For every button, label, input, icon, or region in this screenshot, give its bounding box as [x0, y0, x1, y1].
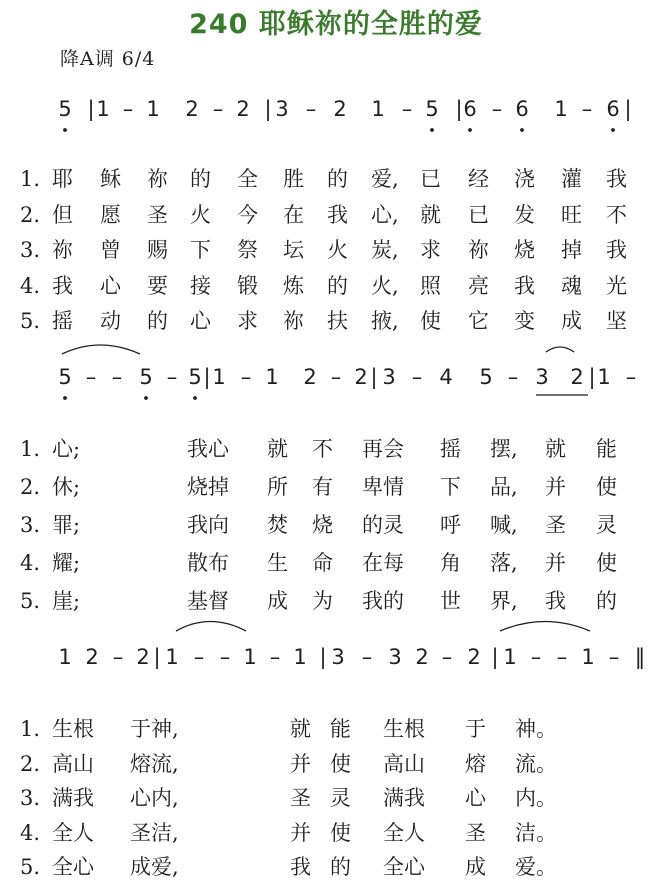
note-1-13: 1	[371, 97, 385, 121]
lyric-syllable: 圣洁,	[130, 820, 179, 845]
note-3-20: 1	[503, 645, 517, 669]
lyric-syllable: 祢	[147, 167, 168, 191]
note-2-11: 2	[303, 365, 317, 389]
lyric-syllable: 我	[52, 273, 73, 298]
note-2-5: –	[166, 365, 178, 389]
low-octave-dot	[193, 396, 197, 400]
lyric-syllable: 曾	[100, 238, 121, 262]
note-2-14: |	[370, 365, 378, 389]
lyric-syllable: 我	[514, 273, 535, 298]
lyric-syllable: 就	[545, 437, 566, 461]
lyric-syllable: 再会	[362, 437, 404, 461]
lyric-syllable: 散布	[187, 551, 229, 575]
lyric-syllable: 我心	[187, 437, 229, 461]
lyric-syllable: 接	[190, 273, 211, 298]
low-octave-dot	[144, 396, 148, 400]
lyric-syllable: 旺	[561, 202, 582, 227]
lyric-syllable: 灌	[561, 167, 582, 191]
lyric-syllable: 并	[290, 751, 311, 776]
lyric-syllable: 使	[596, 551, 617, 575]
lyric-syllable: 下	[440, 475, 461, 499]
lyric-syllable: 但	[52, 202, 73, 227]
lyric-syllable: 圣	[290, 786, 311, 810]
lyric-syllable: 基督	[187, 589, 229, 613]
note-2-17: 4	[439, 365, 453, 389]
lyric-syllable: 灵	[596, 513, 617, 537]
note-3-22: –	[556, 645, 568, 669]
note-1-5: 1	[146, 97, 160, 121]
note-3-9: 1	[243, 645, 257, 669]
lyric-syllable: 爱。	[515, 855, 557, 879]
verse-line-2-1	[0, 435, 672, 463]
lyric-syllable: 全人	[52, 820, 94, 845]
verse-line-2-3	[0, 511, 672, 539]
lyric-syllable: 熔流,	[130, 751, 179, 776]
lyric-syllable: 角	[440, 551, 461, 575]
lyric-syllable: 崖;	[52, 589, 81, 613]
note-2-23: 1	[597, 365, 611, 389]
lyric-syllable: 世	[440, 589, 461, 613]
lyric-syllable: 能	[596, 437, 617, 461]
lyric-syllable: 下	[190, 238, 211, 262]
note-1-6: 2	[185, 97, 199, 121]
verse-line-2-5	[0, 587, 672, 615]
lyric-syllable: 有	[312, 475, 333, 499]
note-3-1: 1	[58, 645, 72, 669]
lyric-syllable: 全	[237, 167, 258, 191]
note-2-20: 3	[535, 365, 549, 389]
low-octave-dot	[63, 396, 67, 400]
lyric-syllable: 灵	[330, 786, 351, 810]
verse-number: 5.	[20, 855, 41, 879]
note-3-6: 1	[165, 645, 179, 669]
lyric-syllable: 心	[100, 273, 121, 298]
note-2-6: 5	[188, 365, 202, 389]
lyric-syllable: 落,	[490, 551, 518, 575]
lyric-syllable: 界,	[490, 589, 518, 613]
note-1-21: –	[581, 97, 593, 121]
lyric-syllable: 的	[147, 309, 168, 333]
lyric-syllable: 心;	[52, 437, 81, 461]
note-3-4: 2	[136, 645, 150, 669]
lyric-syllable: 在	[283, 202, 304, 227]
lyric-syllable: 已	[420, 167, 441, 191]
lyric-syllable: 浇	[514, 167, 535, 191]
note-2-2: –	[85, 365, 97, 389]
verse-line-1-1	[0, 165, 672, 193]
lyric-syllable: 高山	[383, 751, 425, 776]
lyric-syllable: 胜	[283, 167, 304, 191]
verse-line-3-4	[0, 819, 672, 847]
lyric-syllable: 炭,	[371, 238, 399, 262]
lyric-syllable: 的	[330, 855, 351, 879]
lyric-syllable: 坚	[606, 309, 627, 333]
lyric-syllable: 使	[420, 309, 441, 333]
lyric-syllable: 今	[237, 202, 258, 227]
lyric-syllable: 心内,	[130, 786, 179, 810]
lyric-syllable: 稣	[100, 167, 121, 191]
verse-number: 1.	[20, 717, 41, 741]
note-3-23: 1	[581, 645, 595, 669]
lyric-syllable: 炼	[283, 273, 304, 298]
lyric-syllable: 成爱,	[130, 855, 179, 879]
verse-number: 1.	[20, 167, 41, 191]
key-signature: 降A调 6/4	[60, 48, 156, 70]
note-3-14: –	[361, 645, 373, 669]
lyric-syllable: 内。	[515, 786, 557, 810]
lyric-syllable: 喊,	[490, 513, 518, 537]
lyric-syllable: 焚	[267, 513, 288, 537]
lyric-syllable: 烧	[312, 513, 333, 537]
lyric-syllable: 动	[100, 309, 121, 333]
note-3-13: 3	[331, 645, 345, 669]
lyric-syllable: 并	[290, 820, 311, 845]
note-2-19: –	[507, 365, 519, 389]
note-1-22: 6	[606, 97, 620, 121]
lyric-syllable: 成	[267, 589, 288, 613]
note-1-7: –	[212, 97, 224, 121]
note-2-10: 1	[265, 365, 279, 389]
note-3-21: –	[530, 645, 542, 669]
lyric-syllable: 的	[327, 273, 348, 298]
lyric-syllable: 并	[545, 475, 566, 499]
verse-number: 3.	[20, 786, 41, 810]
lyric-syllable: 摇	[440, 437, 461, 461]
lyric-syllable: 生根	[52, 717, 94, 741]
note-3-24: –	[608, 645, 620, 669]
note-3-2: 2	[85, 645, 99, 669]
verse-line-3-5	[0, 853, 672, 881]
lyric-syllable: 火	[327, 238, 348, 262]
low-octave-dot	[430, 128, 434, 132]
lyric-syllable: 洁。	[515, 820, 557, 845]
low-octave-dot	[468, 128, 472, 132]
verse-number: 2.	[20, 751, 41, 776]
lyric-syllable: 烧	[514, 238, 535, 262]
note-1-18: –	[491, 97, 503, 121]
verse-line-1-2	[0, 201, 672, 229]
note-2-9: –	[240, 365, 252, 389]
note-1-4: –	[122, 97, 134, 121]
note-1-16: |	[455, 97, 463, 121]
lyric-syllable: 全人	[383, 820, 425, 845]
lyric-syllable: 的	[190, 167, 211, 191]
note-2-4: 5	[139, 365, 153, 389]
note-3-19: |	[491, 645, 499, 669]
low-octave-dot	[63, 128, 67, 132]
lyric-syllable: 掉	[561, 238, 582, 262]
lyric-syllable: 求	[420, 238, 441, 262]
note-2-16: –	[411, 365, 423, 389]
lyric-syllable: 求	[237, 309, 258, 333]
lyric-syllable: 全心	[383, 855, 425, 879]
lyric-syllable: 所	[267, 475, 288, 499]
lyric-syllable: 使	[330, 751, 351, 776]
lyric-syllable: 我	[545, 589, 566, 613]
lyric-syllable: 掖,	[371, 309, 399, 333]
note-3-25: ‖	[634, 645, 646, 669]
lyric-syllable: 亮	[468, 273, 489, 298]
verse-number: 3.	[20, 513, 41, 537]
note-3-7: –	[193, 645, 205, 669]
lyric-syllable: 成	[561, 309, 582, 333]
note-3-18: 2	[467, 645, 481, 669]
note-2-12: –	[330, 365, 342, 389]
lyric-syllable: 已	[468, 202, 489, 227]
lyric-syllable: 使	[330, 820, 351, 845]
lyric-syllable: 我	[606, 238, 627, 262]
note-1-20: 1	[554, 97, 568, 121]
lyric-syllable: 变	[514, 309, 535, 333]
verse-line-3-2	[0, 750, 672, 778]
lyric-syllable: 魂	[561, 273, 582, 298]
note-3-17: –	[441, 645, 453, 669]
lyric-syllable: 照	[420, 273, 441, 298]
note-1-19: 6	[515, 97, 529, 121]
lyric-syllable: 耶	[52, 167, 73, 191]
slur-system-2-b	[546, 347, 574, 352]
lyric-syllable: 烧掉	[187, 475, 229, 499]
lyric-syllable: 它	[468, 309, 489, 333]
lyric-syllable: 心,	[371, 202, 399, 227]
note-2-8: 1	[212, 365, 226, 389]
lyric-syllable: 心	[190, 309, 211, 333]
lyric-syllable: 耀;	[52, 551, 81, 575]
note-2-18: 5	[479, 365, 493, 389]
lyric-syllable: 我	[327, 202, 348, 227]
note-1-17: 6	[463, 97, 477, 121]
lyric-syllable: 高山	[52, 751, 94, 776]
note-3-15: 3	[388, 645, 402, 669]
verse-number: 2.	[20, 475, 41, 499]
verse-line-2-4	[0, 549, 672, 577]
slur-system-2-a	[62, 345, 140, 354]
verse-line-1-3	[0, 236, 672, 264]
lyric-syllable: 火	[190, 202, 211, 227]
lyric-syllable: 我向	[187, 513, 229, 537]
note-2-21: 2	[570, 365, 584, 389]
lyric-syllable: 祢	[52, 238, 73, 262]
lyric-syllable: 祭	[237, 238, 258, 262]
lyric-syllable: 就	[290, 717, 311, 741]
note-3-16: 2	[415, 645, 429, 669]
verse-number: 4.	[20, 820, 41, 845]
verse-line-2-2	[0, 473, 672, 501]
lyric-syllable: 祢	[283, 309, 304, 333]
lyric-syllable: 的灵	[362, 513, 404, 537]
note-1-3: 1	[96, 97, 110, 121]
note-2-24: –	[625, 365, 637, 389]
note-3-12: |	[319, 645, 327, 669]
hymn-title: 240 耶稣祢的全胜的爱	[189, 9, 483, 40]
lyric-syllable: 摇	[52, 309, 73, 333]
lyric-syllable: 不	[606, 202, 627, 227]
lyric-syllable: 命	[312, 551, 333, 575]
note-1-8: 2	[236, 97, 250, 121]
verse-number: 4.	[20, 551, 41, 575]
note-1-9: |	[264, 97, 272, 121]
note-1-14: –	[401, 97, 413, 121]
lyric-syllable: 流。	[515, 751, 557, 776]
note-1-10: 3	[275, 97, 289, 121]
note-2-13: 2	[354, 365, 368, 389]
lyric-syllable: 生	[267, 551, 288, 575]
lyric-syllable: 光	[606, 273, 627, 298]
lyric-syllable: 满我	[383, 786, 425, 810]
lyric-syllable: 摆,	[490, 437, 518, 461]
lyric-syllable: 就	[420, 202, 441, 227]
note-2-22: |	[588, 365, 596, 389]
note-1-11: –	[305, 97, 317, 121]
lyric-syllable: 坛	[283, 238, 304, 262]
lyric-syllable: 熔	[465, 751, 486, 776]
lyric-syllable: 愿	[100, 202, 121, 227]
low-octave-dot	[520, 128, 524, 132]
note-2-7: |	[203, 365, 211, 389]
lyric-syllable: 使	[596, 475, 617, 499]
lyric-syllable: 于	[465, 717, 486, 741]
note-1-23: |	[624, 97, 632, 121]
lyric-syllable: 经	[468, 167, 489, 191]
lyric-syllable: 满我	[52, 786, 94, 810]
lyric-syllable: 能	[330, 717, 351, 741]
note-3-3: –	[112, 645, 124, 669]
lyric-syllable: 全心	[52, 855, 94, 879]
verse-line-1-5	[0, 307, 672, 335]
lyric-syllable: 爱,	[371, 167, 399, 191]
lyric-syllable: 圣	[147, 202, 168, 227]
lyric-syllable: 不	[312, 437, 333, 461]
note-2-15: 3	[382, 365, 396, 389]
lyric-syllable: 扶	[327, 309, 348, 333]
note-1-15: 5	[425, 97, 439, 121]
note-1-12: 2	[333, 97, 347, 121]
verse-number: 5.	[20, 589, 41, 613]
low-octave-dot	[611, 128, 615, 132]
lyric-syllable: 赐	[147, 238, 168, 262]
lyric-syllable: 呼	[440, 513, 461, 537]
lyric-syllable: 并	[545, 551, 566, 575]
slur-system-3-b	[500, 622, 590, 632]
lyric-syllable: 的	[596, 589, 617, 613]
lyric-syllable: 休;	[52, 475, 81, 499]
lyric-syllable: 的	[327, 167, 348, 191]
lyric-syllable: 神。	[515, 717, 557, 741]
lyric-syllable: 圣	[465, 820, 486, 845]
lyric-syllable: 发	[514, 202, 535, 227]
lyric-syllable: 卑情	[362, 475, 404, 499]
note-3-5: |	[153, 645, 161, 669]
note-2-1: 5	[58, 365, 72, 389]
lyric-syllable: 罪;	[52, 513, 81, 537]
note-3-11: 1	[293, 645, 307, 669]
verse-line-1-4	[0, 272, 672, 300]
note-2-3: –	[111, 365, 123, 389]
note-1-2: |	[87, 97, 95, 121]
lyric-syllable: 心	[465, 786, 486, 810]
lyric-syllable: 圣	[545, 513, 566, 537]
lyric-syllable: 在每	[362, 551, 404, 575]
lyric-syllable: 就	[267, 437, 288, 461]
verse-line-3-3	[0, 784, 672, 812]
lyric-syllable: 锻	[237, 273, 258, 298]
note-3-8: –	[219, 645, 231, 669]
lyric-syllable: 火,	[371, 273, 399, 298]
lyric-syllable: 要	[147, 273, 168, 298]
note-3-10: –	[269, 645, 281, 669]
lyric-syllable: 我	[290, 855, 311, 879]
lyric-syllable: 于神,	[130, 717, 179, 741]
lyric-syllable: 生根	[383, 717, 425, 741]
lyric-syllable: 品,	[490, 475, 518, 499]
lyric-syllable: 祢	[468, 238, 489, 262]
verse-number: 5.	[20, 309, 41, 333]
verse-number: 4.	[20, 273, 41, 298]
lyric-syllable: 我的	[362, 589, 404, 613]
verse-number: 2.	[20, 202, 41, 227]
slur-system-3-a	[176, 622, 246, 632]
lyric-syllable: 我	[606, 167, 627, 191]
lyric-syllable: 成	[465, 855, 486, 879]
lyric-syllable: 为	[312, 589, 333, 613]
verse-line-3-1	[0, 715, 672, 743]
verse-number: 3.	[20, 238, 41, 262]
note-1-1: 5	[58, 97, 72, 121]
verse-number: 1.	[20, 437, 41, 461]
